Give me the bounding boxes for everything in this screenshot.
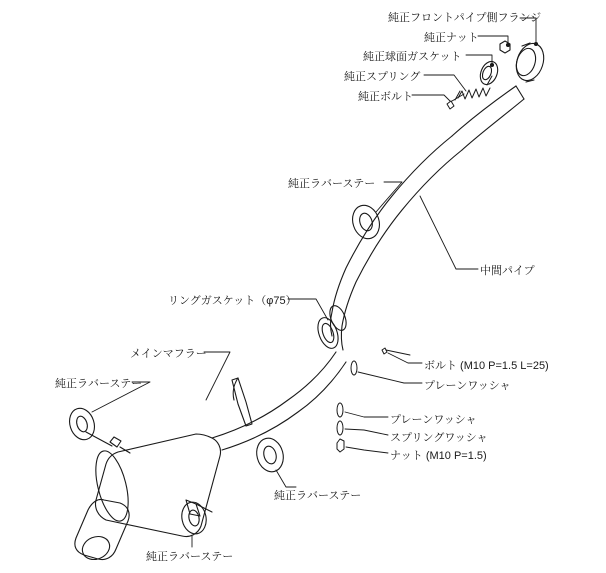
stock-nut-part (500, 41, 510, 53)
bolt-hardware-part (382, 348, 410, 355)
rubber-stay-lower-right-part (253, 435, 287, 475)
spring-washer-part (337, 421, 343, 435)
label-stock-spring: 純正スプリング (344, 71, 421, 83)
rubber-stay-upper-part (348, 202, 383, 242)
label-stock-spherical-gasket: 純正球面ガスケット (363, 51, 462, 63)
muffler-tail-tip (75, 499, 129, 563)
label-stock-rubber-stay-bottom: 純正ラバーステー (146, 551, 234, 563)
stock-bolt-part (447, 94, 464, 109)
label-center-pipe: 中間パイプ (480, 265, 535, 277)
center-pipe-part (331, 136, 463, 350)
label-stock-rubber-stay-lower-right: 純正ラバーステー (274, 490, 362, 502)
label-main-muffler: メインマフラー (130, 348, 207, 360)
label-nut-spec: ナット (M10 P=1.5) (390, 450, 487, 462)
label-stock-bolt: 純正ボルト (358, 91, 413, 103)
label-ring-gasket: リングガスケット（φ75） (168, 295, 297, 307)
front-pipe-flange-part (512, 40, 548, 84)
label-plain-washer-1: プレーンワッシャ (424, 380, 511, 392)
rubber-stay-left-part (66, 405, 130, 453)
label-front-pipe-flange: 純正フロントパイプ側フランジ (388, 12, 542, 24)
nut-hardware-part (337, 439, 344, 452)
main-muffler-inlet-pipe (212, 352, 346, 450)
label-stock-rubber-stay-left: 純正ラバーステー (55, 378, 143, 390)
plain-washer-2-part (337, 403, 343, 417)
label-bolt-spec: ボルト (M10 P=1.5 L=25) (424, 360, 549, 372)
plain-washer-1-part (351, 361, 357, 375)
front-pipe-body (452, 86, 524, 150)
leader-lines (92, 18, 538, 547)
main-muffler-body (90, 434, 221, 537)
label-stock-nut: 純正ナット (424, 32, 479, 44)
label-stock-rubber-stay-upper: 純正ラバーステー (288, 178, 376, 190)
muffler-hanger-bracket (232, 378, 252, 426)
rubber-stay-bottom-part (179, 500, 209, 536)
stock-spherical-gasket-part (477, 59, 501, 87)
label-plain-washer-2: プレーンワッシャ (390, 414, 477, 426)
label-spring-washer: スプリングワッシャ (390, 432, 488, 444)
